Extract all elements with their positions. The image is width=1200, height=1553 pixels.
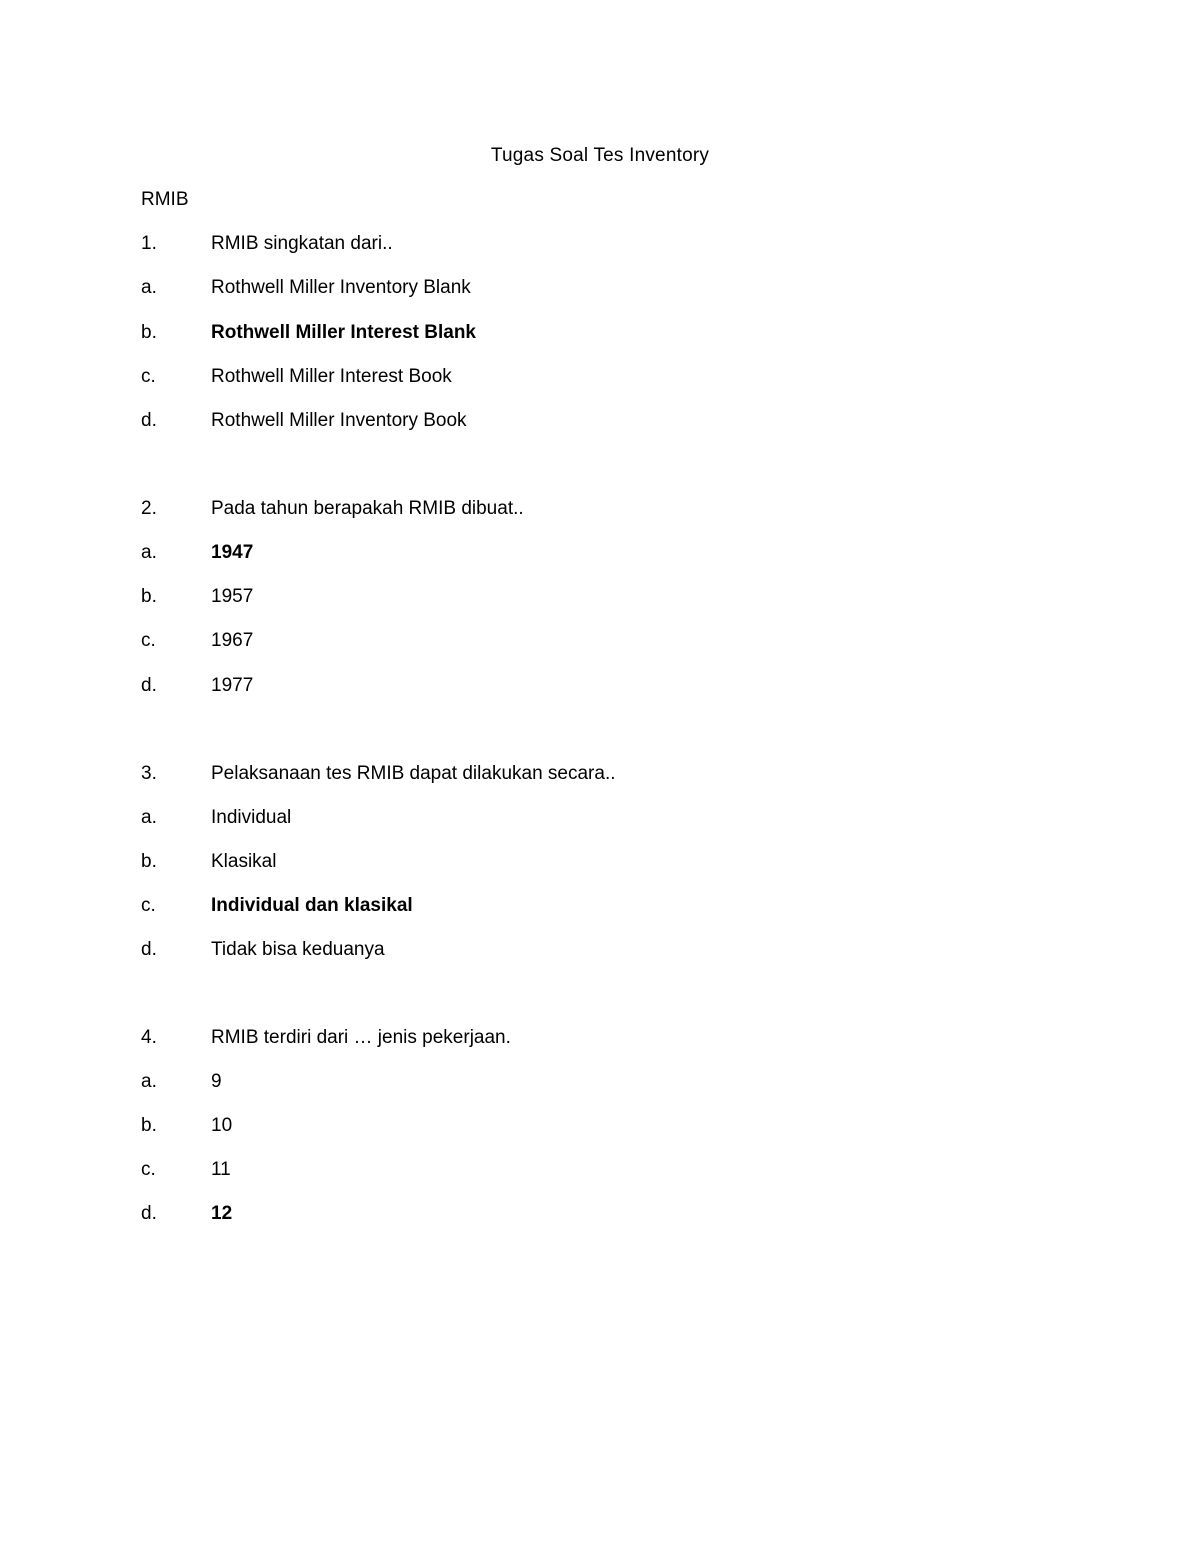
option-text: 1957	[211, 586, 254, 607]
option-text-correct: 12	[211, 1203, 233, 1224]
option-letter: b.	[141, 851, 157, 872]
option-text-correct: 1947	[211, 542, 254, 563]
question-number: 1.	[141, 233, 157, 254]
option-letter: a.	[141, 807, 157, 828]
option-text: Individual	[211, 807, 292, 828]
option-letter: b.	[141, 1115, 157, 1136]
option-letter: a.	[141, 277, 157, 298]
question-text: RMIB singkatan dari..	[211, 233, 393, 254]
question-number: 2.	[141, 498, 157, 519]
question-number: 3.	[141, 763, 157, 784]
option-text: 1977	[211, 675, 254, 696]
option-text: Tidak bisa keduanya	[211, 939, 385, 960]
question-text: Pada tahun berapakah RMIB dibuat..	[211, 498, 524, 519]
document-title: Tugas Soal Tes Inventory	[490, 145, 710, 166]
option-letter: c.	[141, 895, 156, 916]
option-text: Rothwell Miller Interest Book	[211, 366, 452, 387]
option-text: 11	[211, 1159, 231, 1180]
option-text: Klasikal	[211, 851, 277, 872]
question-text: RMIB terdiri dari … jenis pekerjaan.	[211, 1027, 511, 1048]
option-text: Rothwell Miller Inventory Blank	[211, 277, 471, 298]
option-text: 10	[211, 1115, 233, 1136]
option-text: 1967	[211, 630, 254, 651]
section-label: RMIB	[141, 189, 189, 210]
option-letter: a.	[141, 1071, 157, 1092]
option-text: 9	[211, 1071, 222, 1092]
option-letter: c.	[141, 630, 156, 651]
question-number: 4.	[141, 1027, 157, 1048]
option-letter: c.	[141, 366, 156, 387]
option-letter: d.	[141, 1203, 157, 1224]
option-letter: b.	[141, 586, 157, 607]
option-letter: d.	[141, 675, 157, 696]
option-text-correct: Rothwell Miller Interest Blank	[211, 322, 476, 343]
option-letter: b.	[141, 322, 157, 343]
option-letter: d.	[141, 410, 157, 431]
option-text: Rothwell Miller Inventory Book	[211, 410, 467, 431]
option-text-correct: Individual dan klasikal	[211, 895, 413, 916]
option-letter: c.	[141, 1159, 156, 1180]
question-text: Pelaksanaan tes RMIB dapat dilakukan secara..	[211, 763, 616, 784]
option-letter: d.	[141, 939, 157, 960]
option-letter: a.	[141, 542, 157, 563]
